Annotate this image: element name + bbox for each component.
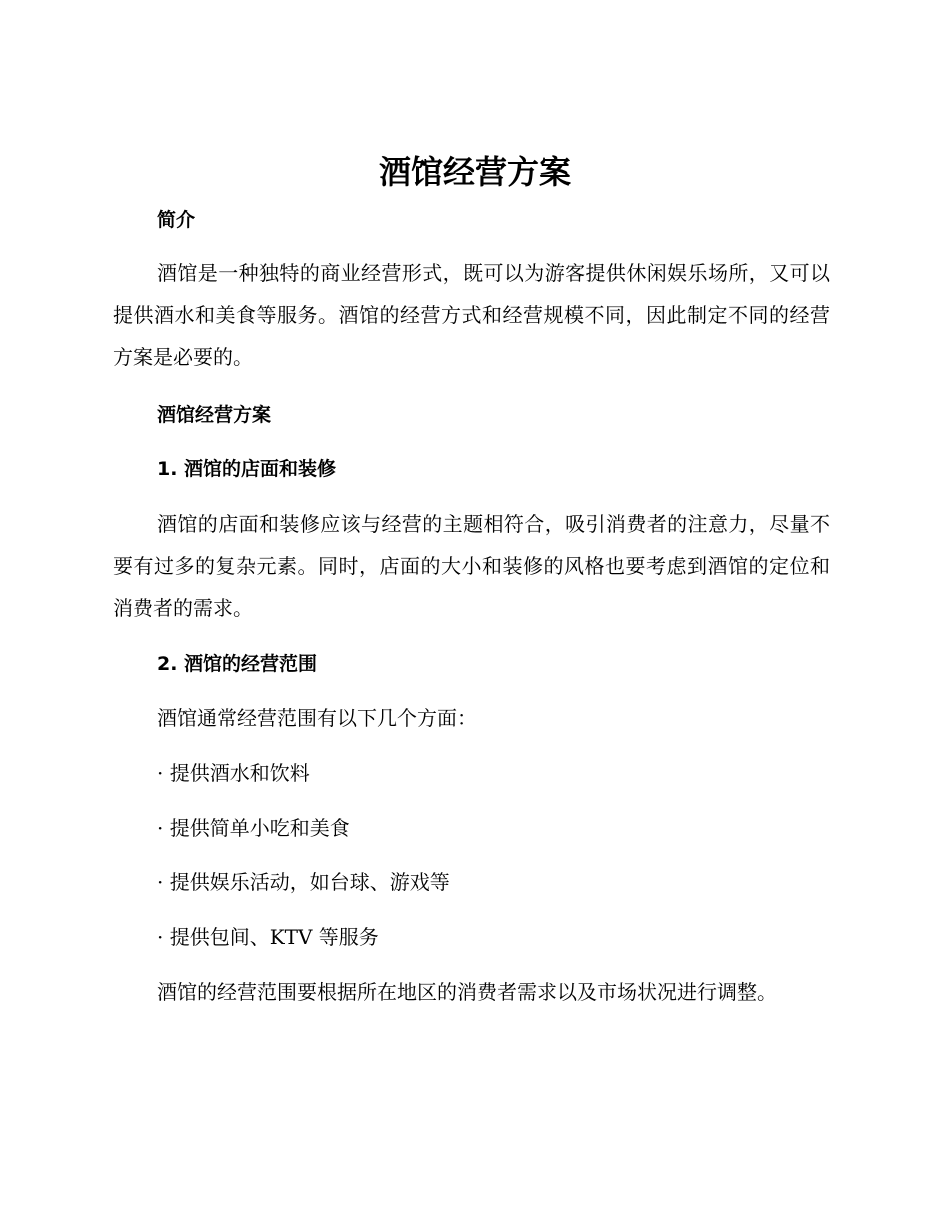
intro-heading: 简介	[157, 209, 196, 231]
intro-paragraph: 酒馆是一种独特的商业经营形式，既可以为游客提供休闲娱乐场所，又可以提供酒水和美食等服务。酒馆的经营方式和经营规模不同，因此制定不同的经营方案是必要的。	[113, 261, 830, 369]
list-item: · 提供包间、KTV 等服务	[157, 925, 379, 949]
section2-intro: 酒馆通常经营范围有以下几个方面：	[157, 706, 477, 730]
list-item: · 提供娱乐活动，如台球、游戏等	[157, 870, 450, 894]
plan-heading: 酒馆经营方案	[157, 404, 272, 426]
section2-closing: 酒馆的经营范围要根据所在地区的消费者需求以及市场状况进行调整。	[157, 980, 777, 1004]
list-item: · 提供酒水和饮料	[157, 761, 310, 785]
section1-paragraph: 酒馆的店面和装修应该与经营的主题相符合，吸引消费者的注意力，尽量不要有过多的复杂元素。同时，店面的大小和装修的风格也要考虑到酒馆的定位和消费者的需求。	[113, 512, 830, 620]
section1-heading: 1. 酒馆的店面和装修	[157, 458, 337, 480]
section2-heading: 2. 酒馆的经营范围	[157, 653, 318, 675]
document-title: 酒馆经营方案	[378, 153, 571, 191]
list-item: · 提供简单小吃和美食	[157, 816, 350, 840]
